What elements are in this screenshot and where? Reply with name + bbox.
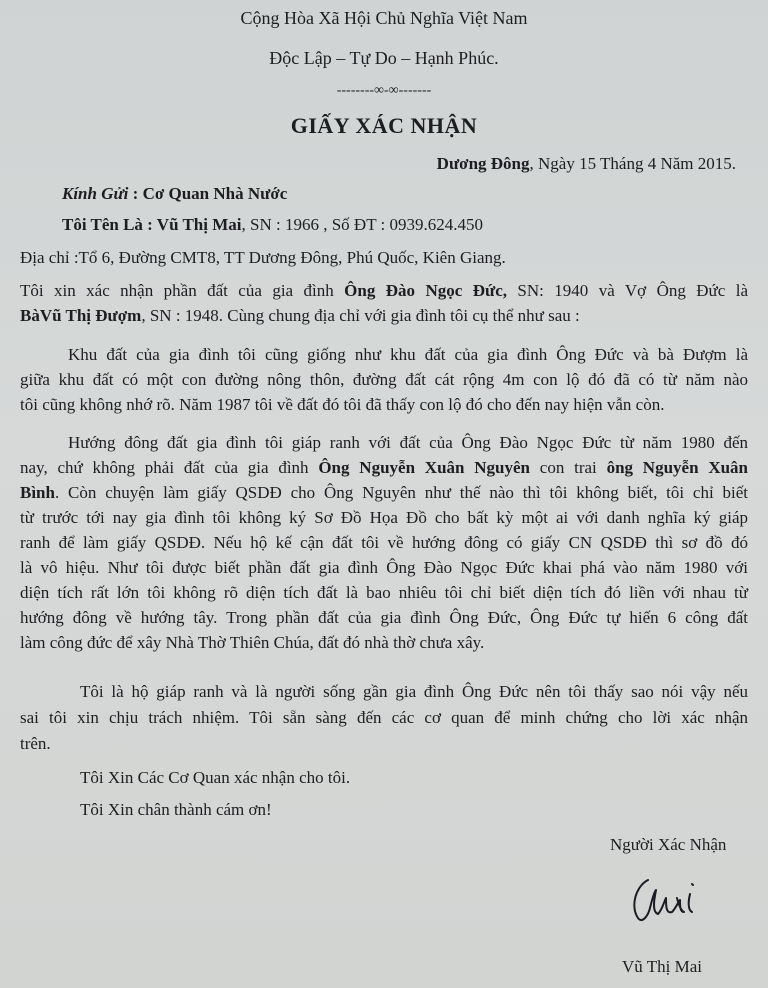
motto-heading: Độc Lập – Tự Do – Hạnh Phúc. bbox=[269, 48, 499, 68]
p3-text-a: nay, chứ không phải đất của gia đình bbox=[20, 458, 319, 477]
p3-line-5: ranh để làm giấy QSDĐ. Nếu hộ kế cận đất tôi về hướng đông có giấy CN QSDĐ thì sơ đồ đó bbox=[20, 533, 748, 552]
p3-text-c: con trai bbox=[530, 458, 607, 477]
p2-line-3: tôi cũng không nhớ rõ. Năm 1987 tôi về đất đó tôi đã thấy con lộ đó cho đến nay hiện vẫn còn. bbox=[20, 395, 665, 414]
p1-line-2 bbox=[20, 305, 748, 327]
p3-text-b: . Còn chuyện làm giấy QSDĐ cho Ông Nguyên như thế nào thì tôi không biết, tôi chỉ biết bbox=[54, 483, 748, 502]
p4-line-2: sai tôi xin chịu trách nhiệm. Tôi sẵn sàng đến các cơ quan để minh chứng cho lời xác nhận bbox=[20, 708, 748, 727]
signer-name: Vũ Thị Mai bbox=[622, 957, 702, 976]
p2-line-2: giữa khu đất có một con đường nông thôn, đường đất cát rộng 4m con lộ đó đã có từ năm nào bbox=[20, 370, 748, 389]
p3-father-name: ông Nguyễn Xuân bbox=[606, 458, 748, 477]
addressee: : Cơ Quan Nhà Nước bbox=[128, 184, 288, 203]
p1-text-e: , SN : 1948. Cùng chung địa chỉ với gia đình tôi cụ thể như sau : bbox=[141, 306, 580, 325]
signature-mark bbox=[628, 872, 708, 932]
p1-line-1 bbox=[20, 280, 748, 302]
p3-line-9: làm công đức để xây Nhà Thờ Thiên Chúa, đất đó nhà thờ chưa xây. bbox=[20, 633, 485, 652]
p2-line-1: Khu đất của gia đình tôi cũng giống như khu đất của gia đình Ông Đức và bà Đượm là bbox=[68, 345, 748, 364]
p1-text-a: Tôi xin xác nhận phần đất của gia đình bbox=[20, 281, 345, 300]
p3-line-1: Hướng đông đất gia đình tôi giáp ranh với đất của Ông Đào Ngọc Đức từ năm 1980 đến bbox=[68, 433, 748, 452]
declarant-line bbox=[62, 214, 483, 236]
p3-line-8: hướng đông về hướng tây. Trong phần đất của gia đình Ông Đức, Ông Đức tự hiến 6 công đất bbox=[20, 608, 748, 627]
declarant-phone: Số ĐT : 0939.624.450 bbox=[331, 215, 484, 234]
declarant-sn: , SN : 1966 , bbox=[241, 215, 328, 234]
signer-title: Người Xác Nhận bbox=[610, 835, 727, 854]
p3-line-6: là vô hiệu. Như tôi được biết phần đất gia đình Ông Đào Ngọc Đức khai phá vào năm 1980 với bbox=[20, 558, 748, 577]
date-place: Dương Đông bbox=[436, 154, 530, 173]
addressee-label: Kính Gửi bbox=[62, 184, 129, 203]
p3-line-3 bbox=[20, 482, 748, 504]
date-line bbox=[380, 153, 736, 175]
addressee-line bbox=[62, 183, 287, 205]
nation-heading: Cộng Hòa Xã Hội Chủ Nghĩa Việt Nam bbox=[240, 8, 528, 28]
p4-line-3: trên. bbox=[20, 734, 51, 753]
p3-neighbor-name: Ông Nguyễn Xuân Nguyên bbox=[318, 458, 531, 477]
p3-father-name-end: Bình bbox=[20, 483, 55, 502]
date-text: , Ngày 15 Tháng 4 Năm 2015. bbox=[529, 154, 736, 173]
thanks-line: Tôi Xin chân thành cám ơn! bbox=[80, 800, 272, 819]
p1-text-c: SN: 1940 và Vợ Ông Đức là bbox=[507, 281, 748, 300]
p1-owner: Ông Đào Ngọc Đức, bbox=[344, 281, 507, 300]
declarant-intro: Tôi Tên Là : Vũ Thị Mai bbox=[62, 215, 242, 234]
p3-line-2 bbox=[20, 457, 748, 479]
document-title: GIẤY XÁC NHẬN bbox=[290, 113, 478, 138]
p1-wife: BàVũ Thị Đượm bbox=[20, 306, 142, 325]
p3-line-4: từ trước tới nay gia đình tôi không ký Sơ Đồ Họa Đồ cho bất kỳ một ai với danh nghĩa ký giáp bbox=[20, 508, 748, 527]
header-divider: --------∞-∞------- bbox=[336, 83, 432, 98]
p3-line-7: diện tích rất lớn tôi không rõ diện tích đất là bao nhiêu tôi chỉ biết diện tích đó liền với nhau từ bbox=[20, 583, 748, 602]
request-line: Tôi Xin Các Cơ Quan xác nhận cho tôi. bbox=[80, 768, 351, 787]
p4-line-1: Tôi là hộ giáp ranh và là người sống gần gia đình Ông Đức nên tôi thấy sao nói vậy nếu bbox=[80, 682, 748, 701]
declarant-address: Địa chỉ :Tổ 6, Đường CMT8, TT Dương Đông, Phú Quốc, Kiên Giang. bbox=[20, 248, 506, 267]
